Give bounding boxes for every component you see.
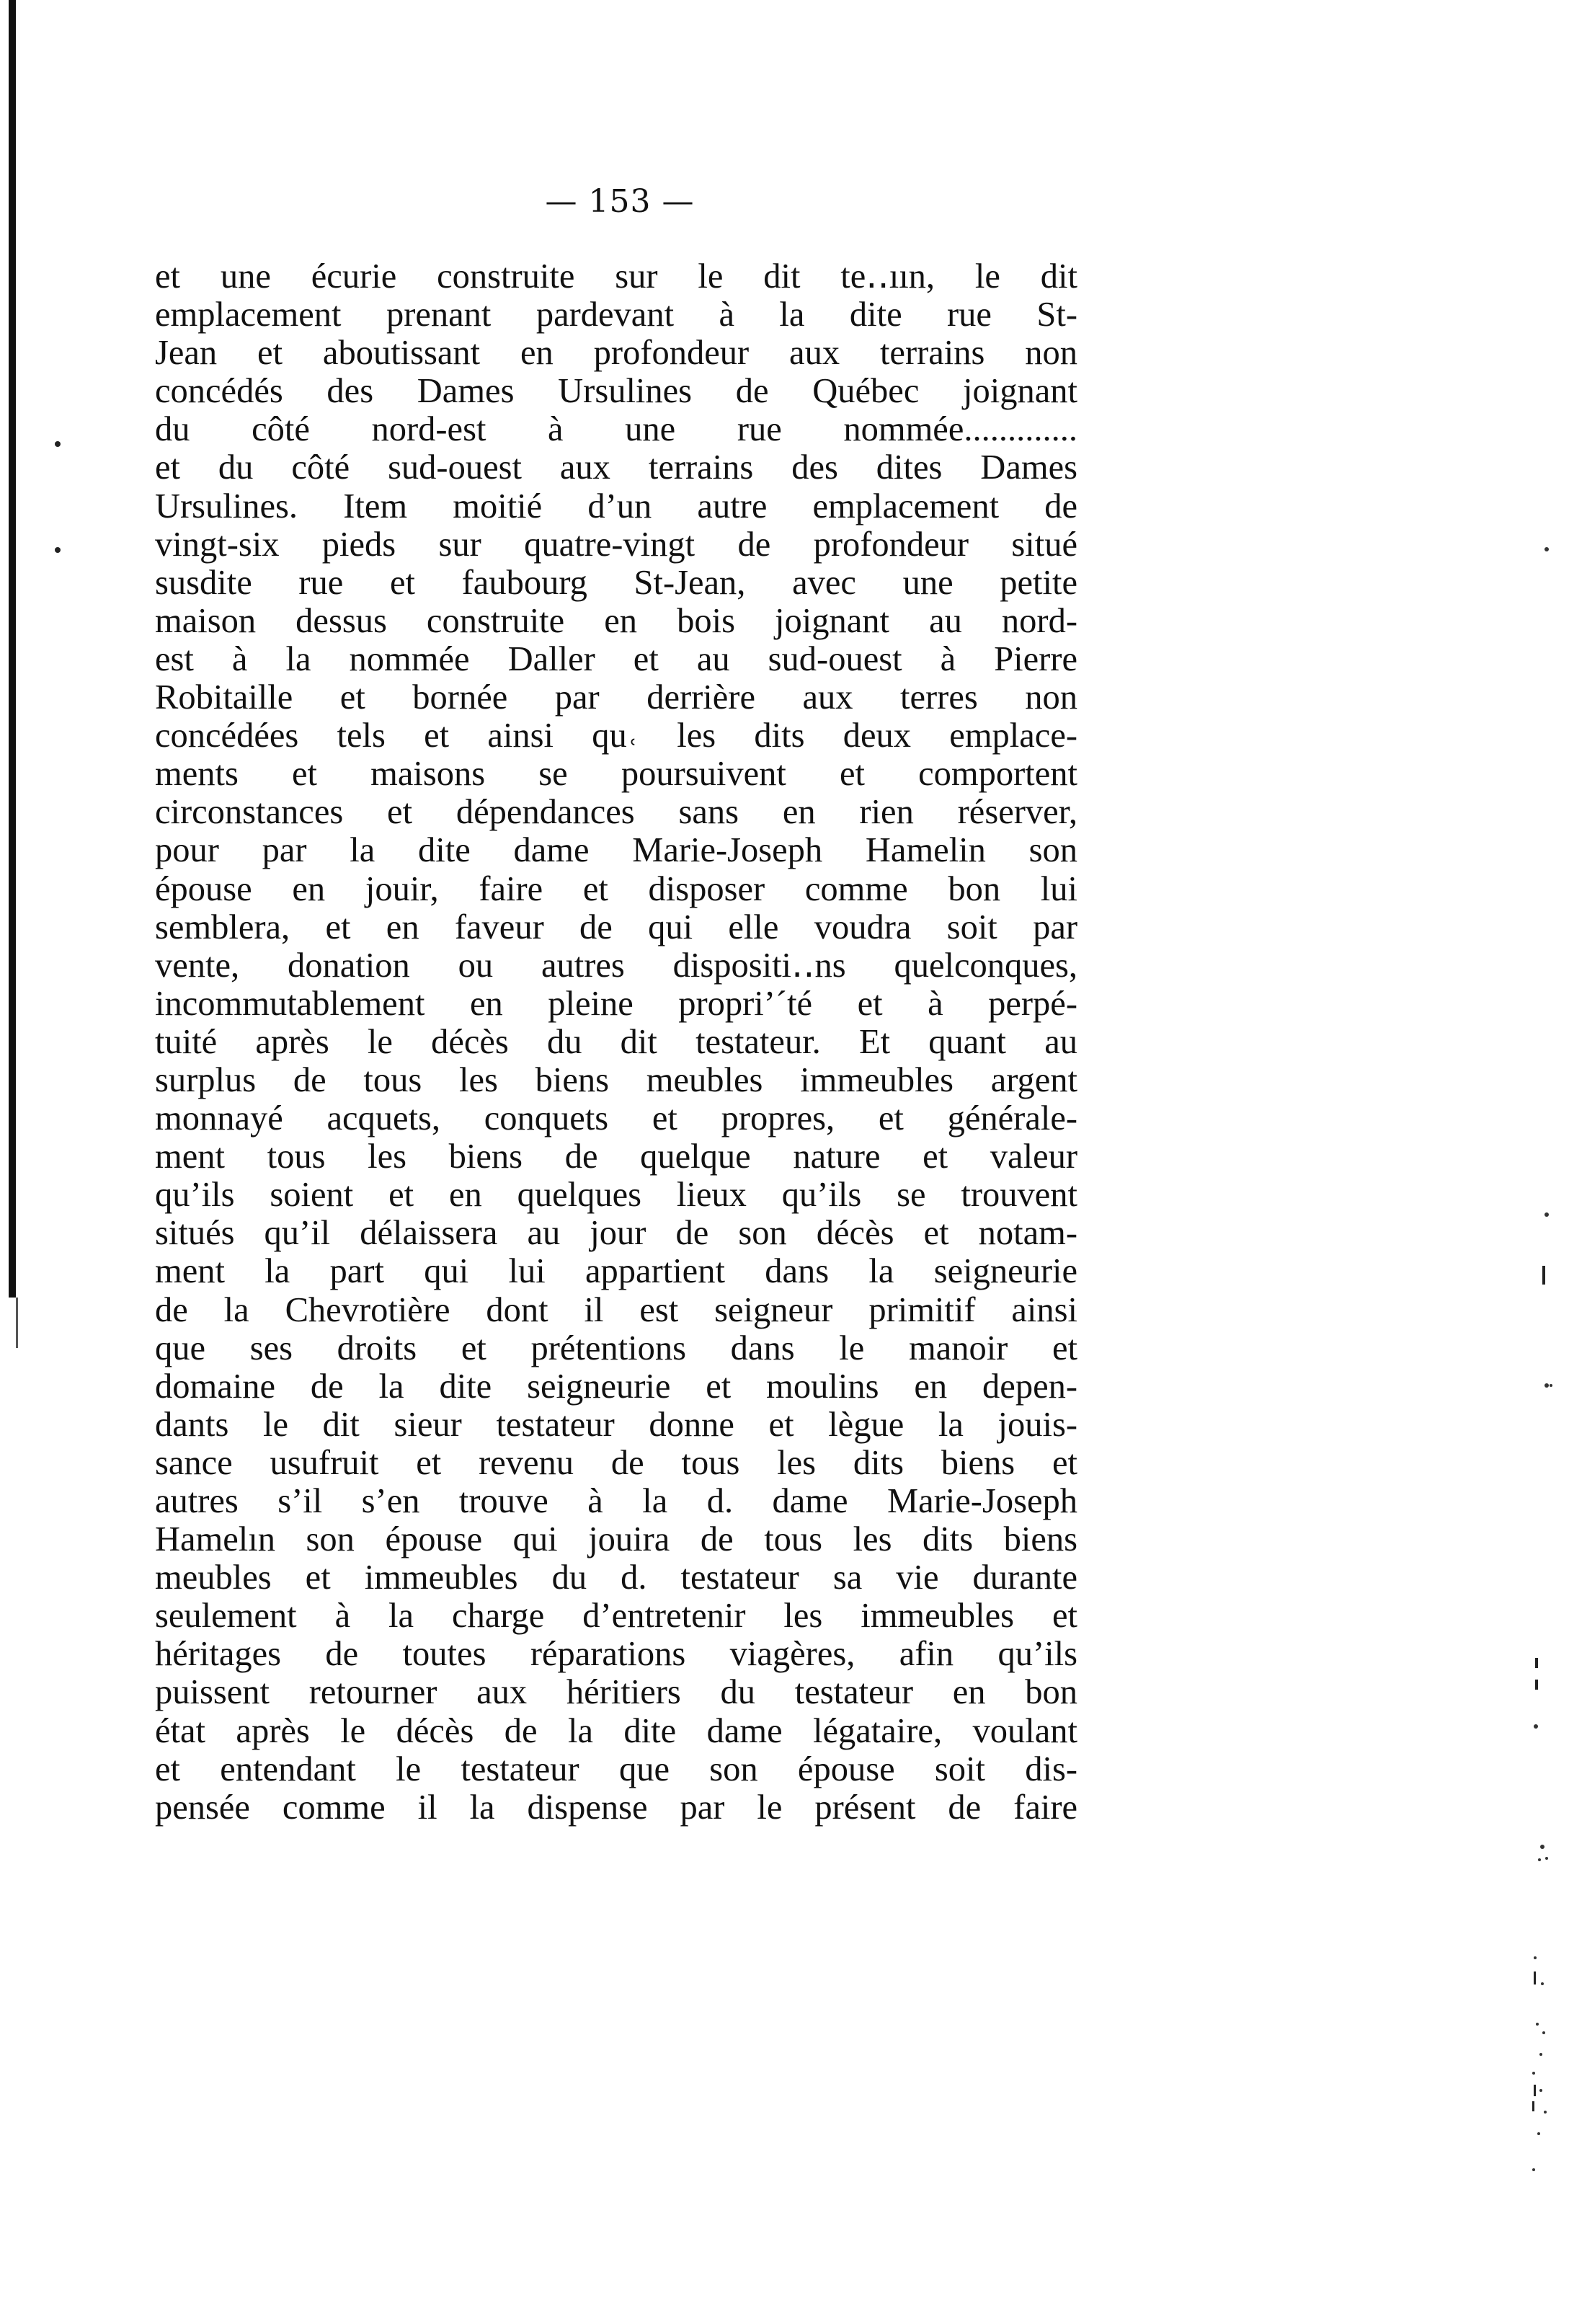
speck <box>1542 1266 1545 1285</box>
speck <box>1542 2031 1545 2034</box>
text-line: état après le décès de la dite dame légataire, voulant <box>155 1711 1077 1750</box>
text-line: vente, donation ou autres dispositi․․ns quelconques, <box>155 946 1077 985</box>
text-line: tuité après le décès du dit testateur. Et quant au <box>155 1022 1077 1061</box>
text-line: Jean et aboutissant en profondeur aux terrains non <box>155 334 1077 373</box>
speck <box>1538 1858 1541 1861</box>
text-line: et du côté sud-ouest aux terrains des dites Dames <box>155 448 1077 487</box>
text-line: ment la part qui lui appartient dans la seigneurie <box>155 1252 1077 1291</box>
speck <box>1532 2072 1535 2075</box>
text-line: ment tous les biens de quelque nature et valeur <box>155 1137 1077 1176</box>
speck <box>1544 2111 1547 2114</box>
speck <box>55 547 61 553</box>
binding-edge-shadow <box>16 1298 18 1348</box>
text-line: est à la nommée Daller et au sud-ouest à Pierre <box>155 639 1077 678</box>
text-line: héritages de toutes réparations viagères, afin qu’ils <box>155 1635 1077 1674</box>
speck <box>1545 1857 1548 1860</box>
text-line: concédées tels et ainsi qu˓ les dits deux emplace- <box>155 717 1077 755</box>
text-line: qu’ils soient et en quelques lieux qu’ils se trouvent <box>155 1176 1077 1215</box>
speck <box>1544 1212 1549 1217</box>
text-line: puissent retourner aux héritiers du testateur en bon <box>155 1673 1077 1712</box>
text-line: situés qu’il délaissera au jour de son décès et notam- <box>155 1214 1077 1253</box>
speck <box>1541 1982 1544 1985</box>
text-line: surplus de tous les biens meubles immeubles argent <box>155 1060 1077 1099</box>
speck <box>1534 2085 1536 2096</box>
text-line: monnayé acquets, conquets et propres, et générale- <box>155 1099 1077 1138</box>
text-line: emplacement prenant pardevant à la dite rue St- <box>155 296 1077 334</box>
speck <box>1535 1658 1538 1668</box>
text-line: meubles et immeubles du d. testateur sa vie durante <box>155 1558 1077 1597</box>
text-line: seulement à la charge d’entretenir les immeubles et <box>155 1597 1077 1636</box>
text-line: pour par la dite dame Marie-Joseph Hamelin son <box>155 831 1077 870</box>
text-line: épouse en jouir, faire et disposer comme bon lui <box>155 869 1077 908</box>
text-line: Hamelın son épouse qui jouira de tous les dits biens <box>155 1520 1077 1559</box>
text-line: et entendant le testateur que son épouse soit dis- <box>155 1749 1077 1788</box>
text-line: et une écurie construite sur le dit te․․ıın, le dit <box>155 257 1077 296</box>
speck <box>1532 2101 1534 2111</box>
speck <box>1550 1384 1552 1387</box>
speck <box>1539 2089 1542 2092</box>
speck <box>1537 2132 1540 2135</box>
text-line: semblera, et en faveur de qui elle voudra soit par <box>155 908 1077 946</box>
text-line: concédés des Dames Ursulines de Québec joignant <box>155 372 1077 411</box>
speck <box>1535 1680 1538 1690</box>
speck <box>1544 547 1549 551</box>
text-line: autres s’il s’en trouve à la d. dame Marie-Joseph <box>155 1482 1077 1520</box>
speck <box>1534 1956 1537 1959</box>
text-line: maison dessus construite en bois joignant au nord- <box>155 601 1077 640</box>
text-line: dants le dit sieur testateur donne et lègue la jouis- <box>155 1405 1077 1444</box>
text-line: du côté nord-est à une rue nommée............. <box>155 410 1077 449</box>
text-line: que ses droits et prétentions dans le manoir et <box>155 1329 1077 1367</box>
text-line: vingt-six pieds sur quatre-vingt de profondeur situé <box>155 525 1077 564</box>
text-line: ments et maisons se poursuivent et comportent <box>155 755 1077 794</box>
text-line: sance usufruit et revenu de tous les dits biens et <box>155 1443 1077 1482</box>
text-line: susdite rue et faubourg St-Jean, avec une petite <box>155 563 1077 602</box>
body-text <box>155 257 1077 1827</box>
text-line: domaine de la dite seigneurie et moulins en depen- <box>155 1367 1077 1406</box>
speck <box>1532 2168 1535 2171</box>
speck <box>55 441 61 447</box>
text-line: de la Chevrotière dont il est seigneur primitif ainsi <box>155 1290 1077 1329</box>
text-line: Ursulines. Item moitié d’un autre emplacement de <box>155 487 1077 525</box>
text-line: circonstances et dépendances sans en rien réserver, <box>155 793 1077 832</box>
speck <box>1536 2023 1539 2026</box>
text-line: pensée comme il la dispense par le présent de faire <box>155 1788 1077 1827</box>
speck <box>1534 1724 1538 1729</box>
text-line: incommutablement en pleine propri’´té et à perpé- <box>155 984 1077 1023</box>
speck <box>1540 1845 1544 1849</box>
speck <box>1539 2053 1542 2056</box>
speck <box>1534 1972 1536 1984</box>
speck <box>1544 1383 1549 1388</box>
text-line: Robitaille et bornée par derrière aux terres non <box>155 678 1077 717</box>
page-number: — 153 — <box>545 183 695 220</box>
